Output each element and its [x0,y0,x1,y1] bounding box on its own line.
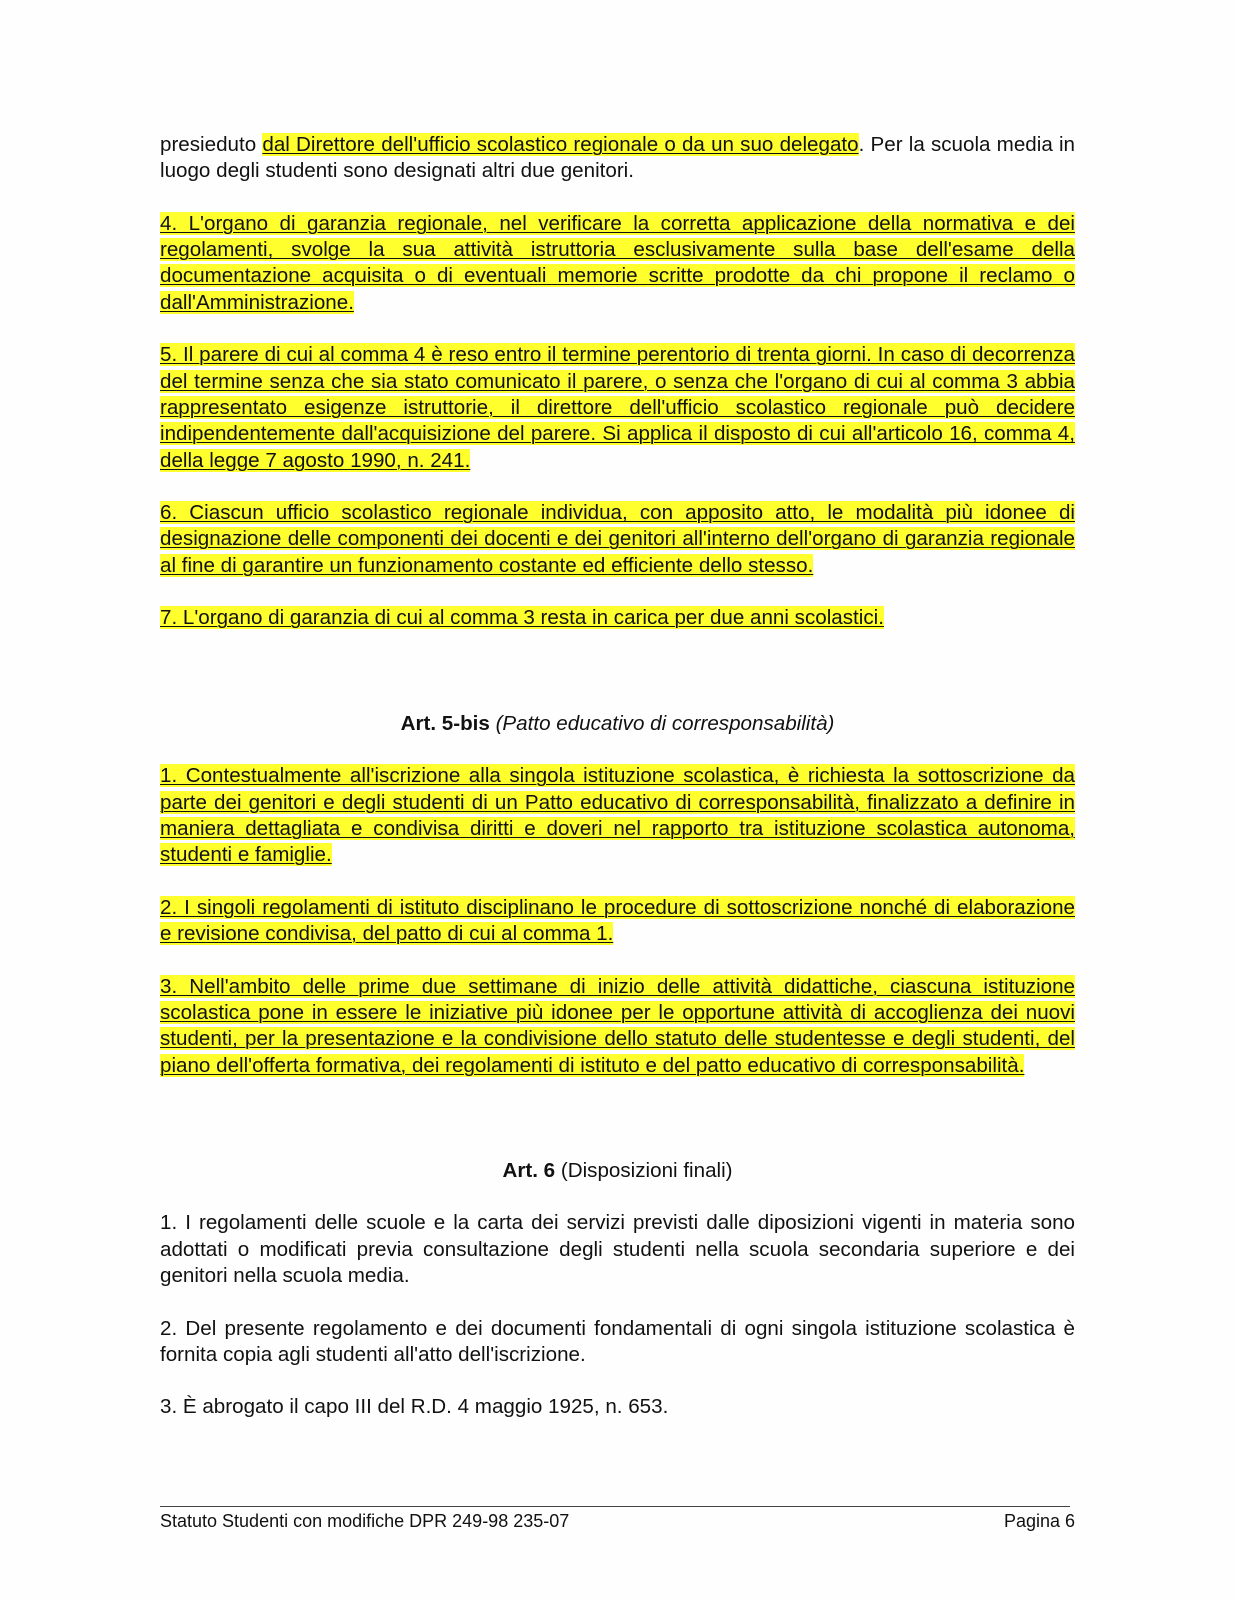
highlighted-text: 3. Nell'ambito delle prime due settimane di inizio delle attività didattiche, ciascuna istituzione scolastica pone in essere le iniziative più idonee per le opportune attività di accoglienza dei nuovi studenti, per la presentazione e la condivisione dello statuto delle studentesse e degli studenti, del piano dell'offerta formativa, dei regolamenti di istituto e del patto educativo di corresponsabilità. [160,974,1075,1077]
highlighted-text: 7. L'organo di garanzia di cui al comma 3 resta in carica per due anni scolastici. [160,606,884,630]
art5-paragraph-6 [160,500,1075,579]
highlighted-text: 4. L'organo di garanzia regionale, nel verificare la corretta applicazione della normativa e dei regolamenti, svolge la sua attività istruttoria esclusivamente sulla base dell'esame della documentazione acquisita o di eventuali memorie scritte prodotte da chi propone il reclamo o dall'Amministrazione. [160,211,1075,314]
highlighted-text: 6. Ciascun ufficio scolastico regionale individua, con apposito atto, le modalità più idonee di designazione delle componenti dei docenti e dei genitori all'interno dell'organo di garanzia regionale al fine di garantire un funzionamento costante ed efficiente dello stesso. [160,501,1075,577]
footer-divider [160,1506,1070,1507]
heading-subtitle: (Patto educativo di corresponsabilità) [495,711,835,735]
document-body [160,132,1075,1447]
page-footer [160,1511,1075,1532]
highlighted-text: 2. I singoli regolamenti di istituto disciplinano le procedure di sottoscrizione nonché di elaborazione e revisione condivisa, del patto di cui al comma 1. [160,895,1075,946]
text: presieduto [160,133,263,156]
highlighted-text: 1. Contestualmente all'iscrizione alla singola istituzione scolastica, è richiesta la sottoscrizione da parte dei genitori e degli studenti di un Patto educativo di corresponsabilità, finalizzato a definire in maniera dettagliata e condivisa diritti e doveri nel rapporto tra istituzione scolastica autonoma, studenti e famiglie. [160,764,1075,867]
art6-paragraph-2: 2. Del presente regolamento e dei documenti fondamentali di ogni singola istituzione scolastica è fornita copia agli studenti all'atto dell'iscrizione. [160,1316,1075,1366]
art5bis-paragraph-1 [160,763,1075,868]
art5bis-paragraph-2 [160,895,1075,948]
art5bis-paragraph-3 [160,974,1075,1079]
footer-page-number: Pagina 6 [1003,1511,1075,1531]
art6-paragraph-3: 3. È abrogato il capo III del R.D. 4 maggio 1925, n. 653. [160,1395,669,1419]
art5-paragraph-5 [160,342,1075,473]
heading-title: Art. 6 [502,1158,556,1182]
intro-paragraph [160,132,1075,185]
highlighted-text: 5. Il parere di cui al comma 4 è reso entro il termine perentorio di trenta giorni. In caso di decorrenza del termine senza che sia stato comunicato il parere, o senza che l'organo di cui al comma 3 abbia rappresentato esigenze istruttorie, il direttore dell'ufficio scolastico regionale può decidere indipendentemente dall'acquisizione del parere. Si applica il disposto di cui all'articolo 16, comma 4, della legge 7 agosto 1990, n. 241. [160,343,1075,472]
footer-document-title: Statuto Studenti con modifiche DPR 249-98 235-07 [160,1511,570,1531]
heading-title: Art. 5-bis [400,711,490,735]
art5bis-heading [160,711,1075,737]
text: . Per la scuola media in luogo degli studenti sono designati altri due genitori. [160,133,1075,183]
art6-heading [160,1158,1075,1184]
art5-paragraph-4 [160,211,1075,316]
art6-paragraph-1: 1. I regolamenti delle scuole e la carta dei servizi previsti dalle diposizioni vigenti in materia sono adottati o modificati previa consultazione degli studenti nella scuola secondaria superiore e dei genitori nella scuola media. [160,1211,1075,1287]
highlighted-text: dal Direttore dell'ufficio scolastico regionale o da un suo delegato [262,133,859,156]
art5-paragraph-7 [160,605,1075,631]
heading-subtitle: (Disposizioni finali) [560,1158,733,1182]
